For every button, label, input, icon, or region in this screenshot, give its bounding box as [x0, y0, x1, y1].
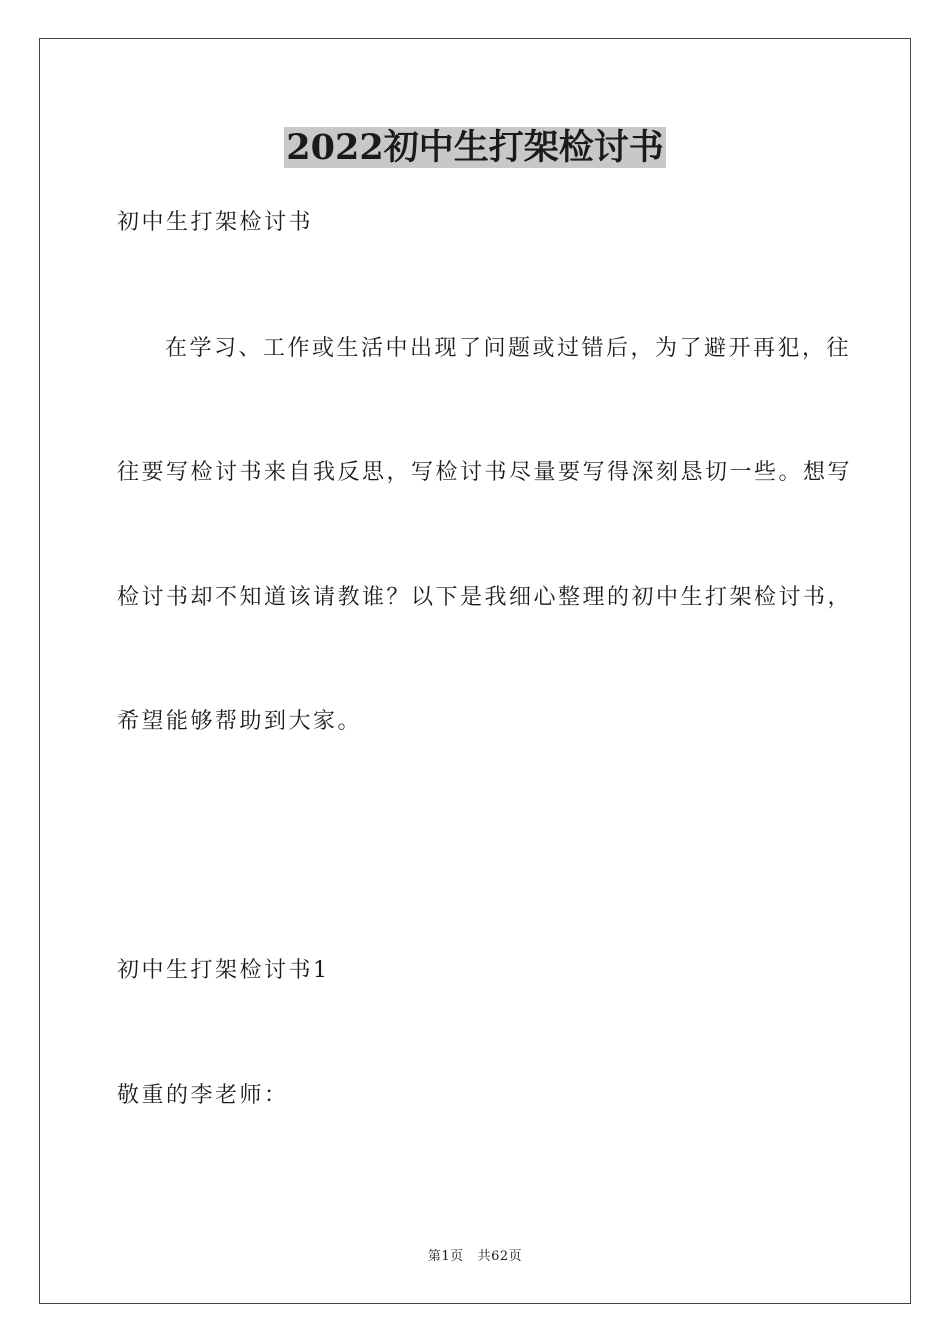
intro-paragraph-line: 希望能够帮助到大家。: [117, 709, 363, 734]
intro-paragraph-line: 往要写检讨书来自我反思，写检讨书尽量要写得深刻恳切一些。想写: [117, 460, 853, 485]
document-subtitle: 初中生打架检讨书: [117, 210, 314, 235]
page-total: 共62页: [477, 1249, 523, 1264]
document-title-text: 2022初中生打架检讨书: [286, 127, 664, 168]
document-title: [0, 128, 950, 168]
intro-paragraph-line: 在学习、工作或生活中出现了问题或过错后，为了避开再犯，往: [165, 336, 852, 361]
page-footer: [0, 1248, 950, 1266]
letter-salutation: 敬重的李老师：: [117, 1083, 289, 1108]
section-heading: 初中生打架检讨书1: [117, 958, 330, 983]
intro-paragraph-line: 检讨书却不知道该请教谁？以下是我细心整理的初中生打架检讨书，: [117, 585, 853, 610]
page-number: 第1页: [427, 1249, 464, 1264]
